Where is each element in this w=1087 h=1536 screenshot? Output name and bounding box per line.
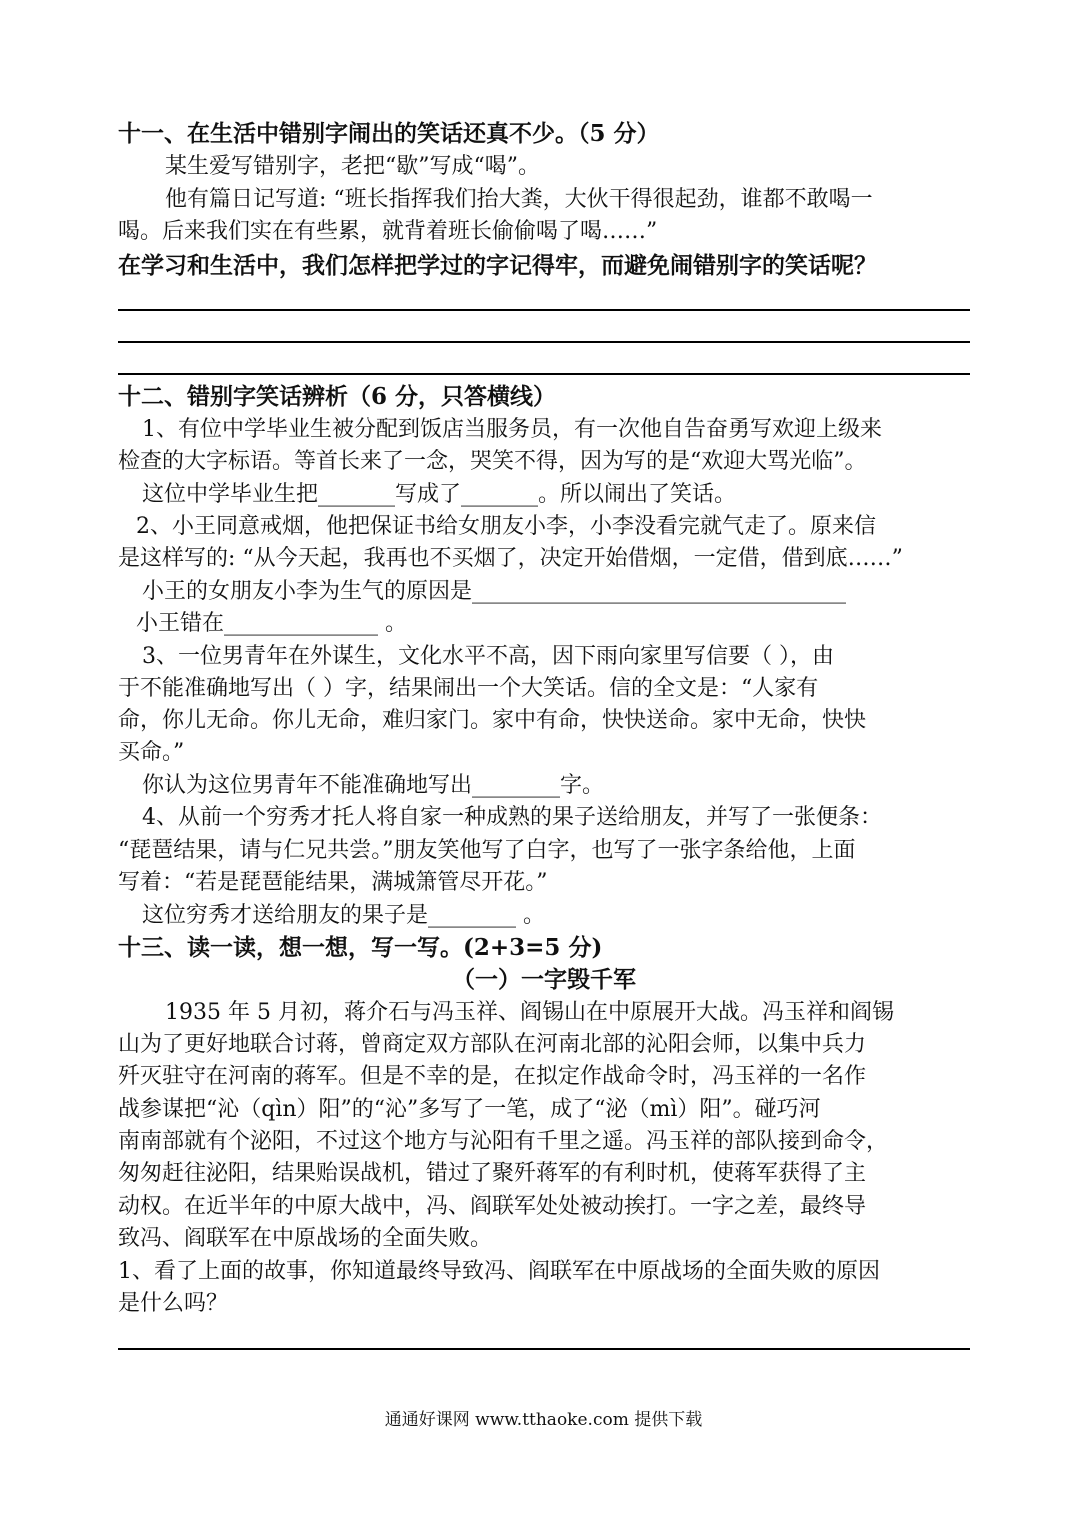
q12-story-1b: 检查的大字标语。等首长来了一念，哭笑不得，因为写的是“欢迎大骂光临”。 — [118, 449, 867, 474]
q13-story-line-1: 1935 年 5 月初，蒋介石与冯玉祥、阎锡山在中原展开大战。冯玉祥和阎锡 — [165, 1000, 894, 1025]
q11-paragraph-2a: 他有篇日记写道: “班长指挥我们抬大粪，大伙干得很起劲，谁都不敢喝一 — [165, 187, 873, 212]
q11-question: 在学习和生活中，我们怎样把学过的字记得牢，而避免闹错别字的笑话呢？ — [118, 252, 877, 279]
q12-story-1a: 1、有位中学毕业生被分配到饭店当服务员，有一次他自告奋勇写欢迎上级来 — [142, 417, 882, 442]
q13-story-line-6: 匆匆赶往泌阳，结果贻误战机，错过了聚歼蒋军的有利时机，使蒋军获得了主 — [118, 1161, 867, 1186]
q13-question-1a: 1、看了上面的故事，你知道最终导致冯、阎联军在中原战场的全面失败的原因 — [118, 1259, 880, 1284]
q12-story-2a: 2、小王同意戒烟，他把保证书给女朋友小李，小李没看完就气走了。原来信 — [136, 514, 876, 539]
q13-story-line-4: 战参谋把“沁（qìn）阳”的“沁”多写了一笔，成了“泌（mì）阳”。碰巧河 — [118, 1097, 821, 1122]
q11-title: 十一、在生活中错别字闹出的笑话还真不少。（5 分） — [118, 120, 660, 147]
q12-story-3d: 买命。” — [118, 740, 185, 765]
q12-story-4c: 写着：“若是琵琶能结果，满城箫管尽开花。” — [118, 870, 548, 895]
q12-story-2-blank-error: 小王错在______________ 。 — [136, 611, 407, 636]
q12-story-4a: 4、从前一个穷秀才托人将自家一种成熟的果子送给朋友，并写了一张便条： — [142, 805, 882, 830]
q12-story-4b: “琵琶结果，请与仁兄共尝。”朋友笑他写了白字，也写了一张字条给他，上面 — [118, 838, 856, 863]
answer-line — [118, 309, 970, 311]
q13-story-line-7: 动权。在近半年的中原大战中，冯、阎联军处处被动挨打。一字之差，最终导 — [118, 1194, 867, 1219]
q13-story-line-5: 南南部就有个泌阳，不过这个地方与沁阳有千里之遥。冯玉祥的部队接到命令， — [118, 1129, 889, 1154]
q12-story-2-blank-reason: 小王的女朋友小李为生气的原因是__________________________________ — [142, 579, 847, 604]
q13-story-line-3: 歼灭驻守在河南的蒋军。但是不幸的是，在拟定作战命令时，冯玉祥的一名作 — [118, 1064, 867, 1089]
q13-question-1b: 是什么吗？ — [118, 1291, 229, 1316]
q12-story-1-blank: 这位中学毕业生把_______写成了_______。所以闹出了笑话。 — [142, 482, 737, 507]
q13-title: 十三、读一读，想一想，写一写。(2+3=5 分) — [118, 934, 603, 961]
q12-story-3b: 于不能准确地写出（ ）字，结果闹出一个大笑话。信的全文是：“人家有 — [118, 676, 819, 701]
q12-story-2b: 是这样写的: “从今天起，我再也不买烟了，决定开始借烟，一定借，借到底……” — [118, 546, 903, 571]
q11-paragraph-2b: 喝。后来我们实在有些累，就背着班长偷偷喝了喝……” — [118, 219, 658, 244]
q12-story-3-blank: 你认为这位男青年不能准确地写出________字。 — [142, 773, 605, 798]
answer-line — [118, 1348, 970, 1350]
answer-line — [118, 341, 970, 343]
q12-story-3c: 命，你儿无命。你儿无命，难归家门。家中有命，快快送命。家中无命，快快 — [118, 708, 867, 733]
q12-title: 十二、错别字笑话辨析（6 分，只答横线） — [118, 383, 557, 410]
q11-paragraph-1: 某生爱写错别字，老把“歇”写成“喝”。 — [165, 154, 540, 179]
answer-line — [118, 373, 970, 375]
q12-story-4-blank: 这位穷秀才送给朋友的果子是________ 。 — [142, 903, 545, 928]
q13-story-title: （一）一字毁千军 — [452, 966, 636, 993]
q13-story-line-8: 致冯、阎联军在中原战场的全面失败。 — [118, 1226, 493, 1251]
q12-story-3a: 3、一位男青年在外谋生，文化水平不高，因下雨向家里写信要（ ），由 — [142, 644, 834, 669]
q13-story-line-2: 山为了更好地联合讨蒋，曾商定双方部队在河南北部的沁阳会师，以集中兵力 — [118, 1032, 867, 1057]
page-footer: 通通好课网 www.tthaoke.com 提供下载 — [384, 1410, 703, 1430]
